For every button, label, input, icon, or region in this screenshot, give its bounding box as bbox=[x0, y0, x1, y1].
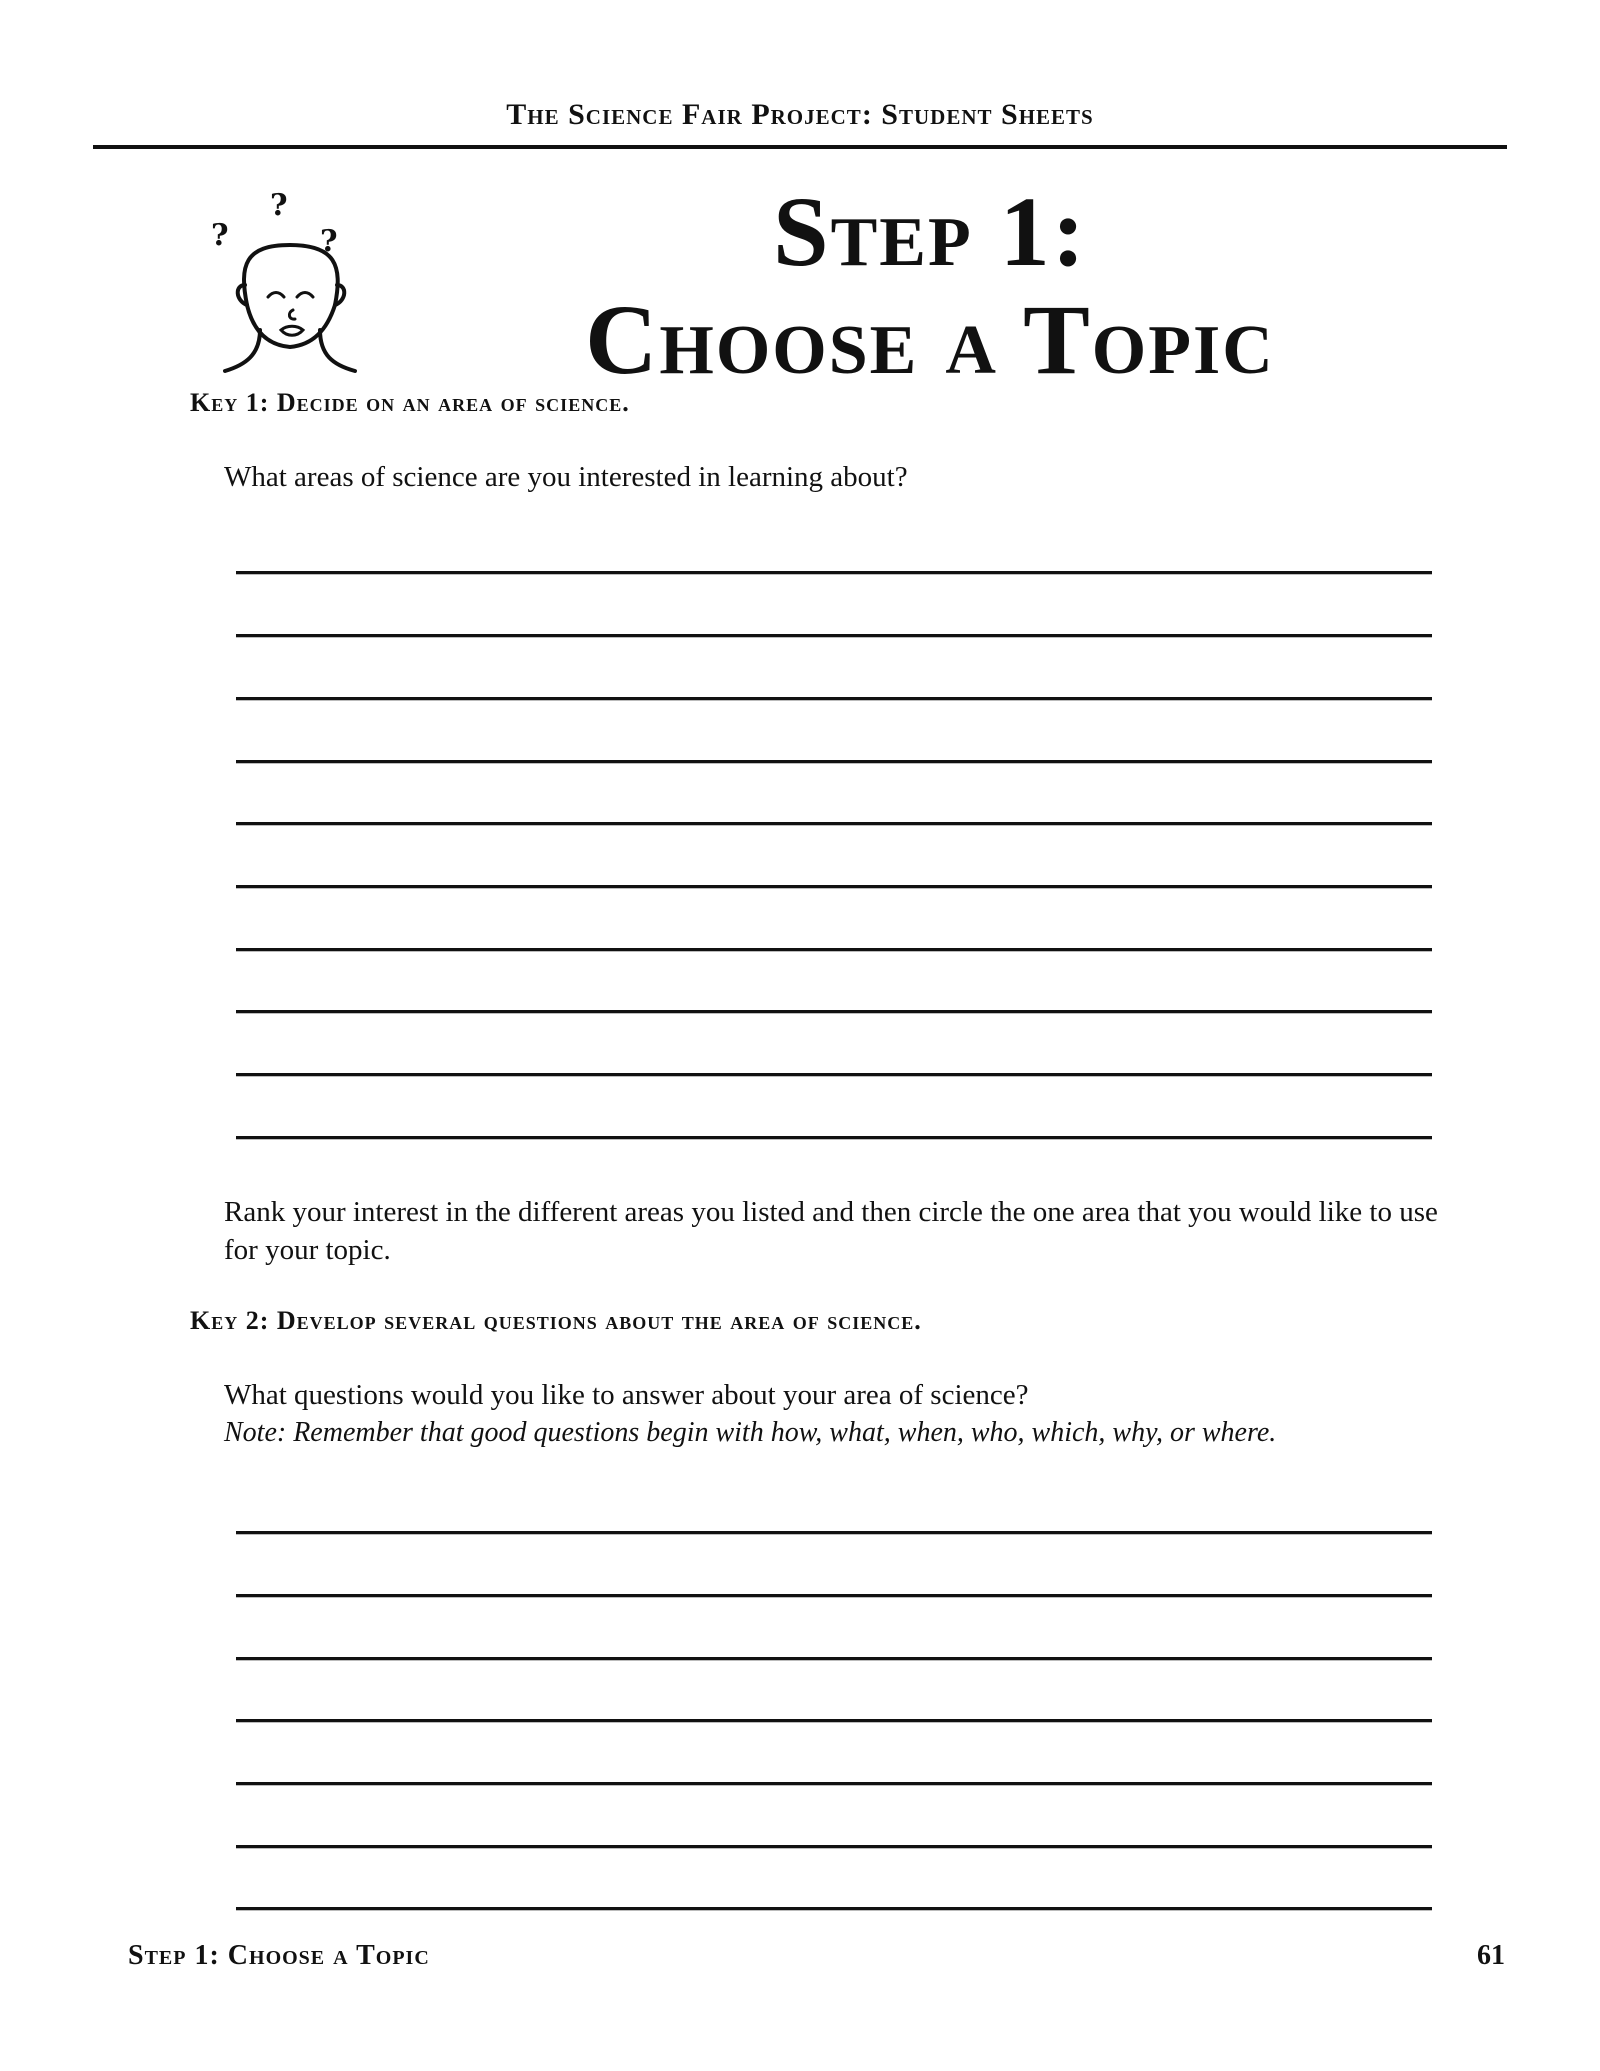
answer-line[interactable] bbox=[236, 1594, 1432, 1598]
key1-heading: Key 1: Decide on an area of science. bbox=[190, 388, 630, 417]
page-title-line1: Step 1: bbox=[772, 176, 1088, 287]
key2-note: Note: Remember that good questions begin with how, what, when, who, which, why, or where. bbox=[224, 1417, 1277, 1448]
puzzled-head-icon bbox=[205, 175, 375, 375]
answer-line[interactable] bbox=[236, 1782, 1432, 1786]
answer-line[interactable] bbox=[236, 822, 1432, 826]
answer-line[interactable] bbox=[236, 885, 1432, 889]
key2-prompt: What questions would you like to answer about your area of science? bbox=[224, 1379, 1029, 1411]
key2-heading: Key 2: Develop several questions about the area of science. bbox=[190, 1306, 922, 1335]
footer-section-title: Step 1: Choose a Topic bbox=[128, 1940, 430, 1971]
answer-line[interactable] bbox=[236, 1073, 1432, 1077]
answer-line[interactable] bbox=[236, 1010, 1432, 1014]
svg-text:?: ? bbox=[211, 218, 229, 253]
answer-line[interactable] bbox=[236, 948, 1432, 952]
answer-line[interactable] bbox=[236, 1907, 1432, 1911]
svg-text:?: ? bbox=[320, 224, 338, 259]
running-header: The Science Fair Project: Student Sheets bbox=[506, 98, 1094, 131]
svg-text:?: ? bbox=[270, 188, 288, 223]
answer-line[interactable] bbox=[236, 571, 1432, 575]
answer-line[interactable] bbox=[236, 1657, 1432, 1661]
key1-prompt: What areas of science are you interested in learning about? bbox=[224, 461, 908, 493]
rank-instruction: Rank your interest in the different areas you listed and then circle the one area that you would like to use for your topic. bbox=[224, 1196, 1438, 1266]
answer-line[interactable] bbox=[236, 1531, 1432, 1535]
answer-line[interactable] bbox=[236, 697, 1432, 701]
header-rule bbox=[93, 145, 1507, 149]
answer-line[interactable] bbox=[236, 760, 1432, 764]
answer-line[interactable] bbox=[236, 634, 1432, 638]
page-number: 61 bbox=[1477, 1940, 1505, 1971]
answer-line[interactable] bbox=[236, 1136, 1432, 1140]
answer-line[interactable] bbox=[236, 1719, 1432, 1723]
answer-line[interactable] bbox=[236, 1845, 1432, 1849]
page-title-line2: Choose a Topic bbox=[585, 284, 1275, 395]
page-title bbox=[520, 178, 1340, 394]
